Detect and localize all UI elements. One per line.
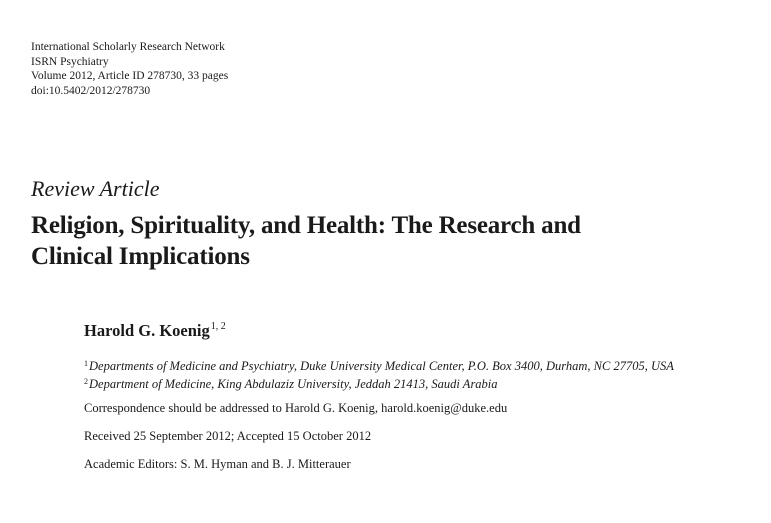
affiliations (84, 356, 674, 392)
affiliation-1-mark: 1 (84, 359, 88, 368)
affiliation-2 (84, 374, 674, 392)
article-title (31, 210, 581, 272)
journal-doi: doi:10.5402/2012/278730 (31, 84, 151, 97)
journal-network: International Scholarly Research Network (31, 41, 225, 53)
article-title-line-1: Religion, Spirituality, and Health: The Research and (31, 212, 581, 239)
author-affiliation-marks: 1, 2 (210, 321, 226, 332)
journal-name: ISRN Psychiatry (31, 55, 109, 68)
journal-volume-info: Volume 2012, Article ID 278730, 33 pages (31, 70, 229, 82)
affiliation-2-text: Department of Medicine, King Abdulaziz University, Jeddah 21413, Saudi Arabia (89, 377, 498, 391)
submission-dates: Received 25 September 2012; Accepted 15 October 2012 (84, 429, 372, 443)
author (84, 321, 226, 341)
article-title-line-2: Clinical Implications (31, 243, 250, 270)
journal-header (31, 40, 228, 98)
affiliation-2-mark: 2 (84, 377, 88, 386)
author-name: Harold G. Koenig (84, 321, 210, 340)
correspondence: Correspondence should be addressed to Harold G. Koenig, harold.koenig@duke.edu (84, 401, 508, 415)
article-type: Review Article (31, 176, 160, 201)
academic-editors: Academic Editors: S. M. Hyman and B. J. Mitterauer (84, 457, 351, 471)
affiliation-1-text: Departments of Medicine and Psychiatry, Duke University Medical Center, P.O. Box 3400, Durham, NC 27705, USA (89, 359, 674, 373)
affiliation-1 (84, 356, 674, 374)
